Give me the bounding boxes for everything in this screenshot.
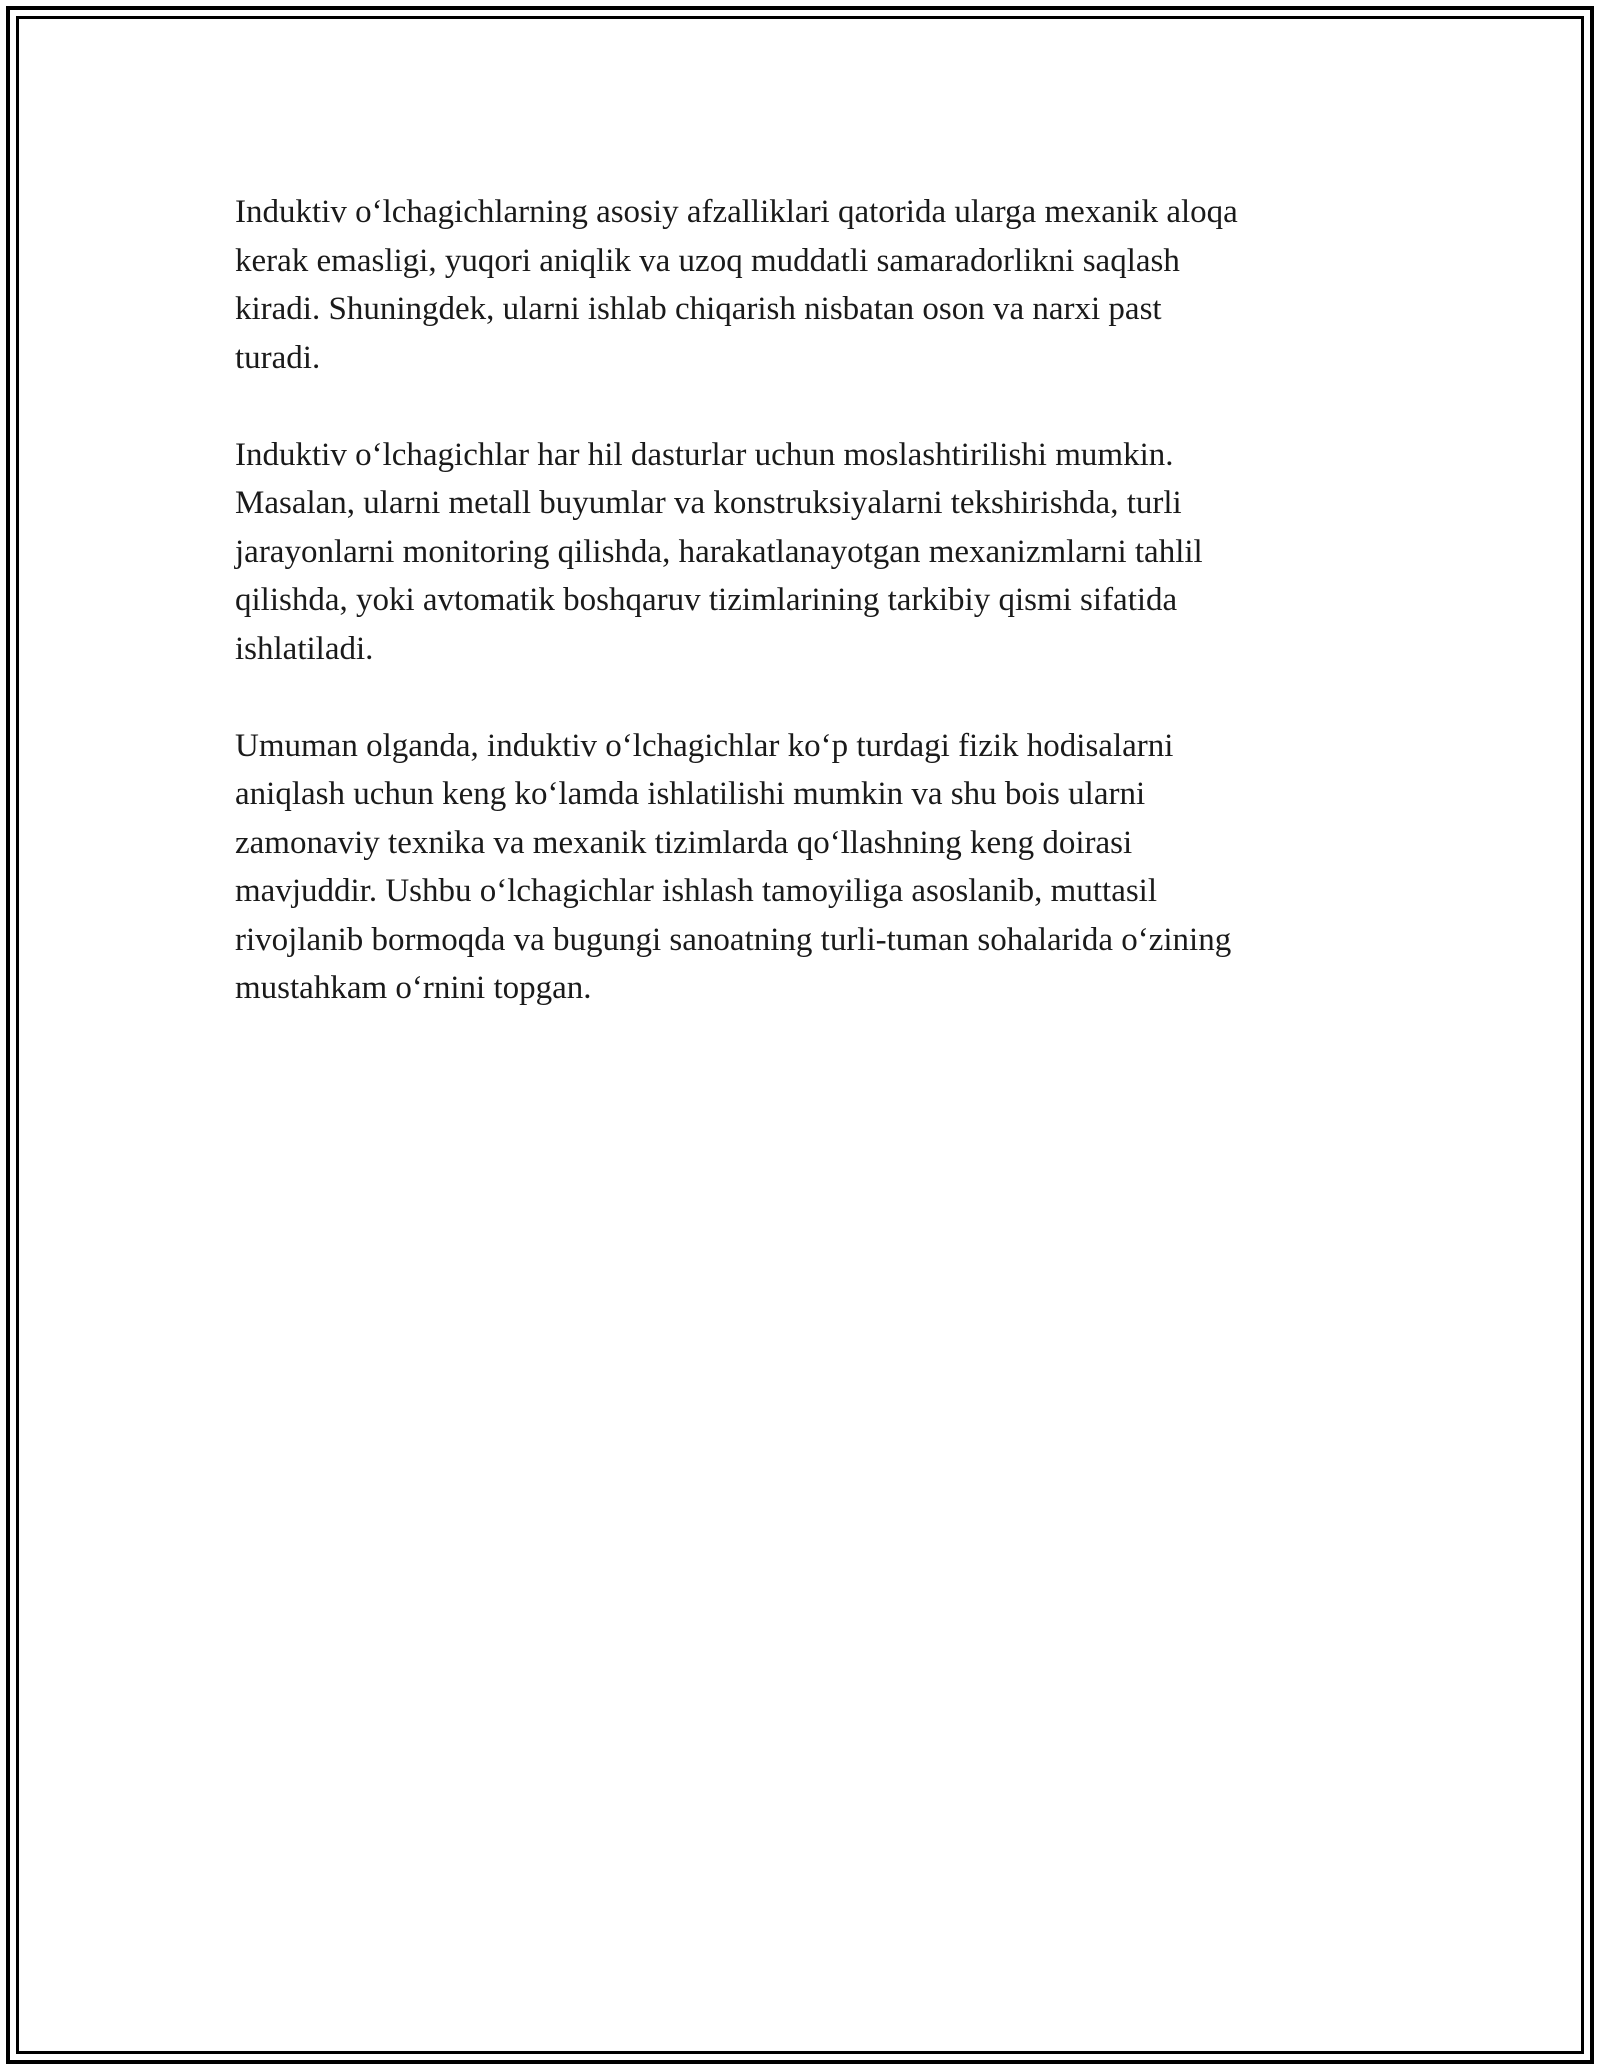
paragraph-advantages: Induktiv o‘lchagichlarning asosiy afzalliklari qatorida ularga mexanik aloqa kerak emasligi, yuqori aniqlik va uzoq muddatli samaradorlikni saqlash kiradi. Shuningdek, ularni ishlab chiqarish nisbatan oson va narxi past turadi. bbox=[235, 194, 1238, 376]
paragraph-conclusion: Umuman olganda, induktiv o‘lchagichlar ko‘p turdagi fizik hodisalarni aniqlash uchun keng ko‘lamda ishlatilishi mumkin va shu bois ularni zamonaviy texnika va mexanik tizimlarda qo‘llashning keng doirasi mavjuddir. Ushbu o‘lchagichlar ishlash tamoyiliga asoslanib, muttasil rivojlanib bormoqda va bugungi sanoatning turli-tuman sohalarida o‘zining mustahkam o‘rnini topgan. bbox=[235, 727, 1232, 1006]
paragraph-applications: Induktiv o‘lchagichlar har hil dasturlar uchun moslashtirilishi mumkin. Masalan, ularni metall buyumlar va konstruksiyalarni tekshirishda, turli jarayonlarni monitoring qilishda, harakatlanayotgan mexanizmlarni tahlil qilishda, yoki avtomatik boshqaruv tizimlarining tarkibiy qismi sifatida ishlatiladi. bbox=[235, 436, 1203, 667]
document-body bbox=[235, 188, 1365, 1061]
